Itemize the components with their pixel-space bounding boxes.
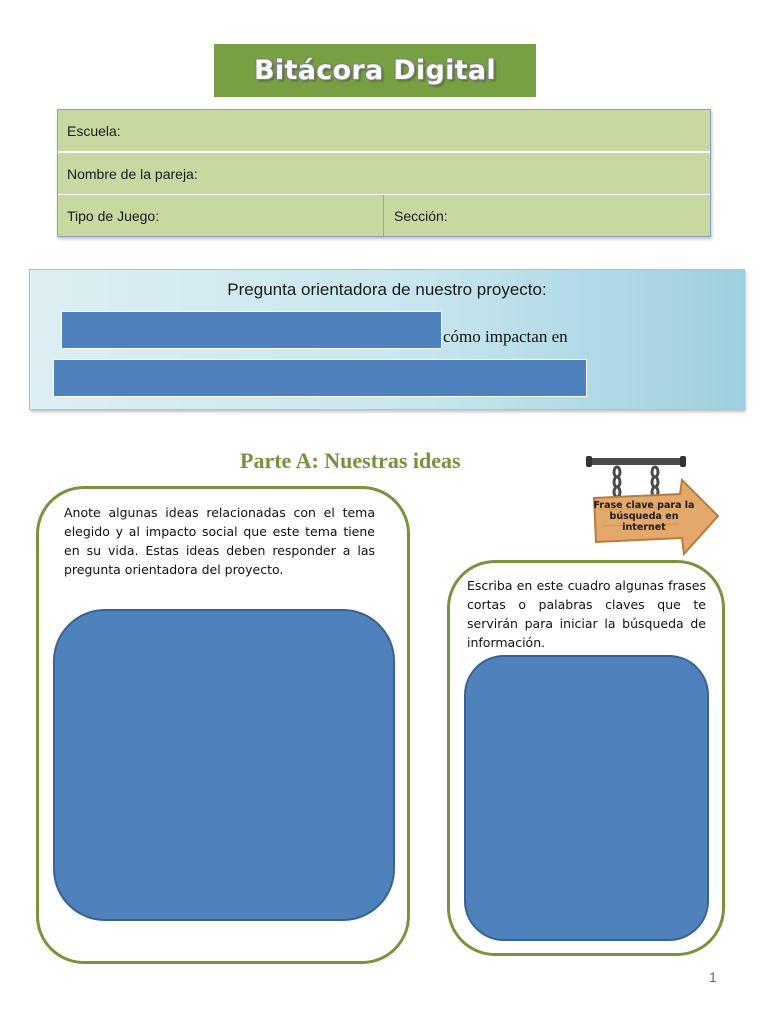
column-divider — [383, 195, 384, 236]
page-number: 1 — [709, 969, 717, 985]
seccion-label: Sección: — [394, 207, 448, 224]
escuela-label: Escuela: — [67, 122, 121, 139]
tipo-seccion-row — [58, 195, 710, 236]
tipo-label: Tipo de Juego: — [67, 207, 160, 224]
keywords-input-area[interactable] — [464, 655, 709, 941]
question-blank-1[interactable] — [61, 311, 442, 349]
keywords-panel — [447, 560, 725, 956]
part-a-heading: Parte A: Nuestras ideas — [240, 448, 461, 473]
question-title: Pregunta orientadora de nuestro proyecto: — [227, 280, 547, 299]
sign-label: Frase clave para la búsqueda en internet — [593, 500, 695, 533]
ideas-instructions: Anote algunas ideas relacionadas con el tema elegido y al impacto social que este tema tiene en su vida. Estas ideas deben responder a las pregunta orientadora del proyecto. — [64, 505, 375, 577]
keywords-instructions: Escriba en este cuadro algunas frases cortas o palabras claves que te servirán para iniciar la búsqueda de información. — [467, 578, 706, 650]
nombre-row[interactable] — [58, 153, 710, 194]
question-connector: cómo impactan en — [443, 327, 568, 346]
title-banner — [214, 44, 536, 97]
page-title: Bitácora Digital — [254, 55, 496, 86]
ideas-panel — [36, 486, 410, 964]
question-blank-2[interactable] — [53, 359, 587, 397]
nombre-label: Nombre de la pareja: — [67, 165, 198, 182]
info-table — [57, 109, 711, 237]
escuela-row[interactable] — [58, 110, 710, 151]
ideas-input-area[interactable] — [53, 609, 395, 921]
